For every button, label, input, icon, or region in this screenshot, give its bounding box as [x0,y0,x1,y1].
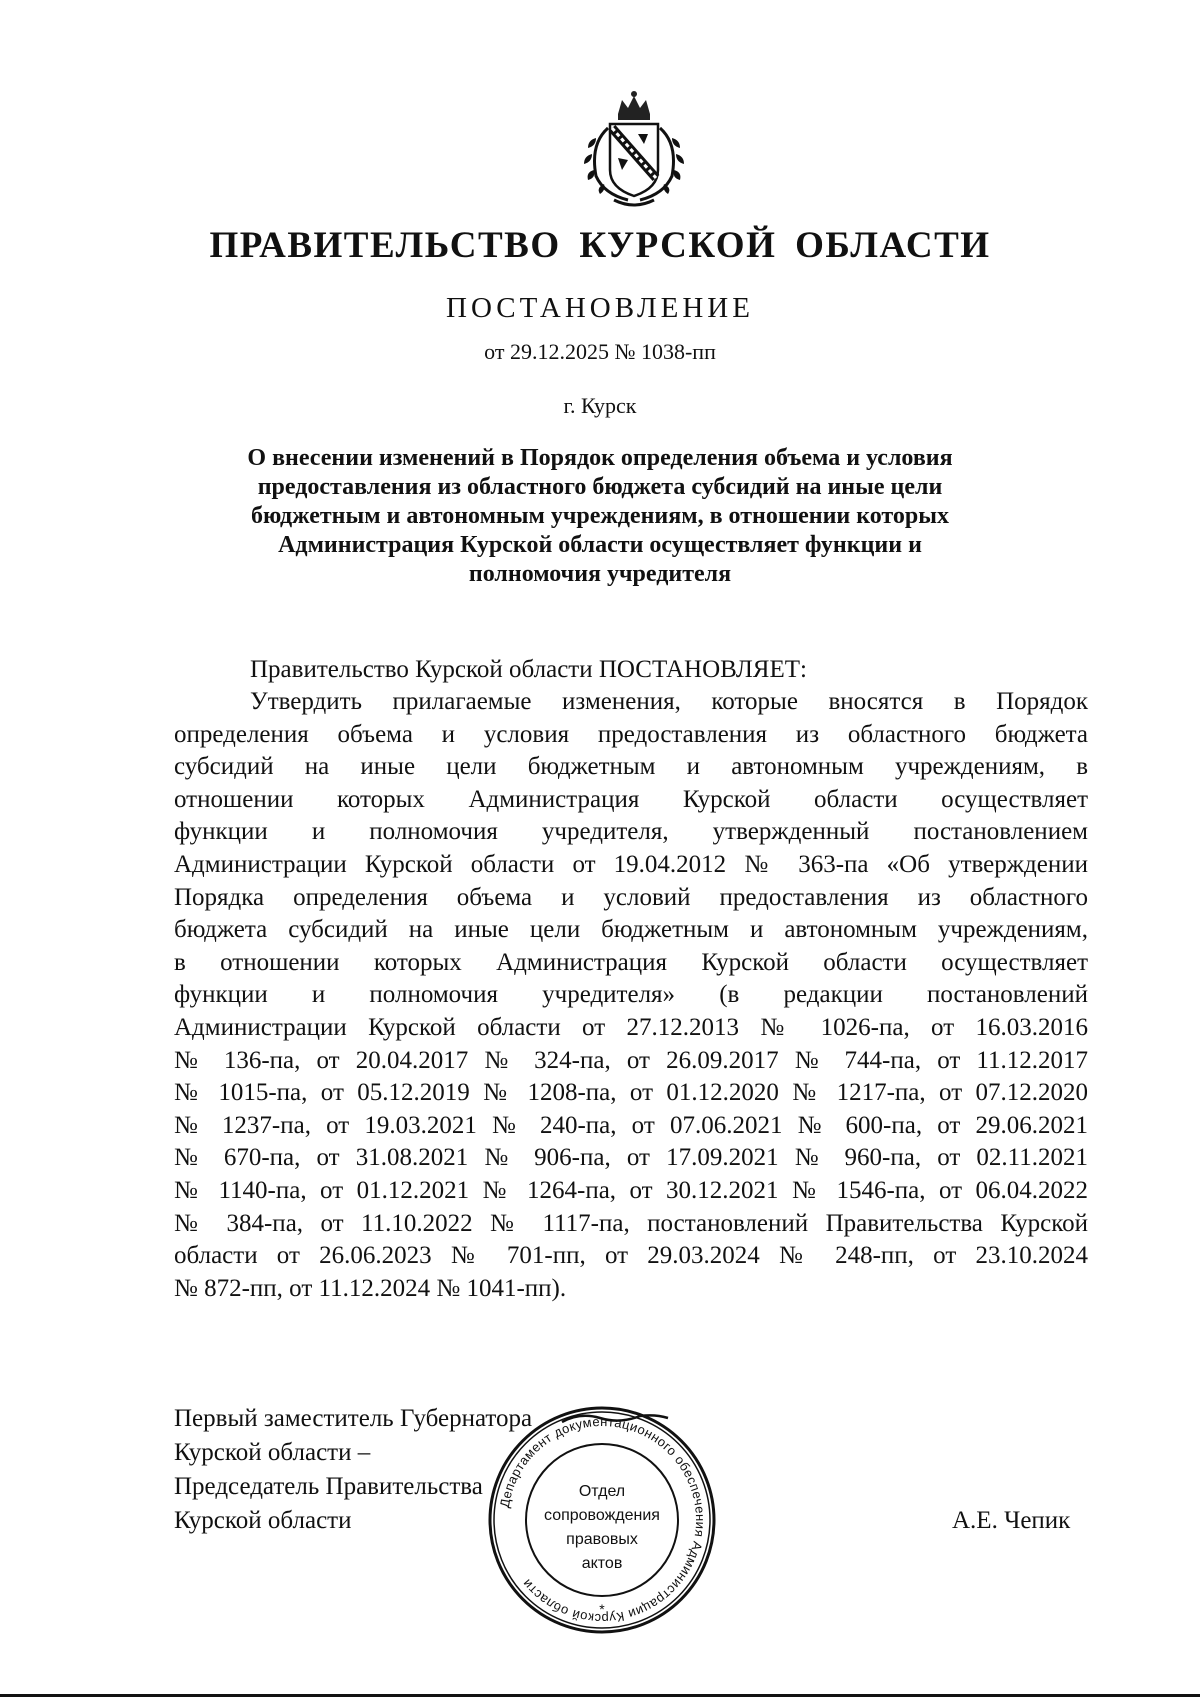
body-line: функции и полномочия учредителя, утвержденный постановлением [174,818,1088,846]
page-bottom-edge [0,1694,1200,1697]
stamp-center-line: актов [581,1555,623,1572]
body-line: субсидий на иные цели бюджетным и автономным учреждениям, в [174,753,1088,781]
body-line: № 1237-па, от 19.03.2021 № 240-па, от 07.06.2021 № 600-па, от 29.06.2021 [174,1111,1088,1139]
signatory-title-line: Курской области – [174,1439,371,1466]
body-line: Порядка определения объема и условий предоставления из областного [174,883,1088,911]
subject-line: Администрация Курской области осуществляет функции и [278,532,922,558]
body-line: бюджета субсидий на иные цели бюджетным и автономным учреждениям, [174,916,1088,944]
document-city: г. Курск [563,393,637,418]
stamp-center-line: правовых [566,1531,638,1548]
body-line: отношении которых Администрация Курской области осуществляет [174,785,1088,813]
body-lead: Правительство Курской области ПОСТАНОВЛЯЕТ: [250,656,807,683]
signatory-name: А.Е. Чепик [952,1507,1071,1534]
stamp-star: * [599,1601,605,1617]
document-date-number: от 29.12.2025 № 1038-пп [484,339,716,364]
signatory-title-line: Первый заместитель Губернатора [174,1405,533,1432]
body-line: Администрации Курской области от 19.04.2012 № 363-па «Об утверждении [174,850,1088,878]
body-line: № 1140-па, от 01.12.2021 № 1264-па, от 30.12.2021 № 1546-па, от 06.04.2022 [174,1176,1088,1204]
body-line: Администрации Курской области от 27.12.2013 № 1026-па, от 16.03.2016 [174,1013,1088,1041]
subject-line: полномочия учредителя [468,561,732,587]
body-line: № 384-па, от 11.10.2022 № 1117-па, постановлений Правительства Курской [174,1209,1088,1237]
signatory-title-line: Председатель Правительства [174,1473,483,1500]
official-stamp [484,1402,720,1638]
stamp-center-line: Отдел [578,1483,626,1500]
document-type: ПОСТАНОВЛЕНИЕ [446,292,754,324]
subject-line: бюджетным и автономным учреждениям, в отношении которых [251,503,949,529]
body-line: № 1015-па, от 05.12.2019 № 1208-па, от 01.12.2020 № 1217-па, от 07.12.2020 [174,1079,1088,1107]
body-line: № 136-па, от 20.04.2017 № 324-па, от 26.09.2017 № 744-па, от 11.12.2017 [174,1046,1088,1074]
body-paragraph [174,686,1088,1305]
subject-line: О внесении изменений в Порядок определения объема и условия [247,445,953,471]
subject-line: предоставления из областного бюджета субсидий на иные цели [257,474,943,500]
body-line: № 670-па, от 31.08.2021 № 906-па, от 17.09.2021 № 960-па, от 02.11.2021 [174,1144,1088,1172]
signatory-title-line: Курской области [174,1507,352,1534]
body-line: Утвердить прилагаемые изменения, которые вносятся в Порядок [250,688,1088,715]
body-line: определения объема и условия предоставления из областного бюджета [174,720,1088,748]
government-title: ПРАВИТЕЛЬСТВО КУРСКОЙ ОБЛАСТИ [209,225,991,266]
body-line: в отношении которых Администрация Курской области осуществляет [174,948,1088,976]
body-line: области от 26.06.2023 № 701-пп, от 29.03.2024 № 248-пп, от 23.10.2024 [174,1242,1088,1270]
body-line: № 872-пп, от 11.12.2024 № 1041-пп). [174,1274,567,1302]
stamp-ring-text: Департамент документационного обеспечения Администрации Курской области [496,1413,709,1627]
body-line: функции и полномочия учредителя» (в редакции постановлений [174,981,1088,1009]
coat-of-arms-icon [574,88,694,210]
document-subject [160,444,1040,589]
signatory-title [174,1402,532,1538]
stamp-center-line: сопровождения [544,1507,660,1524]
